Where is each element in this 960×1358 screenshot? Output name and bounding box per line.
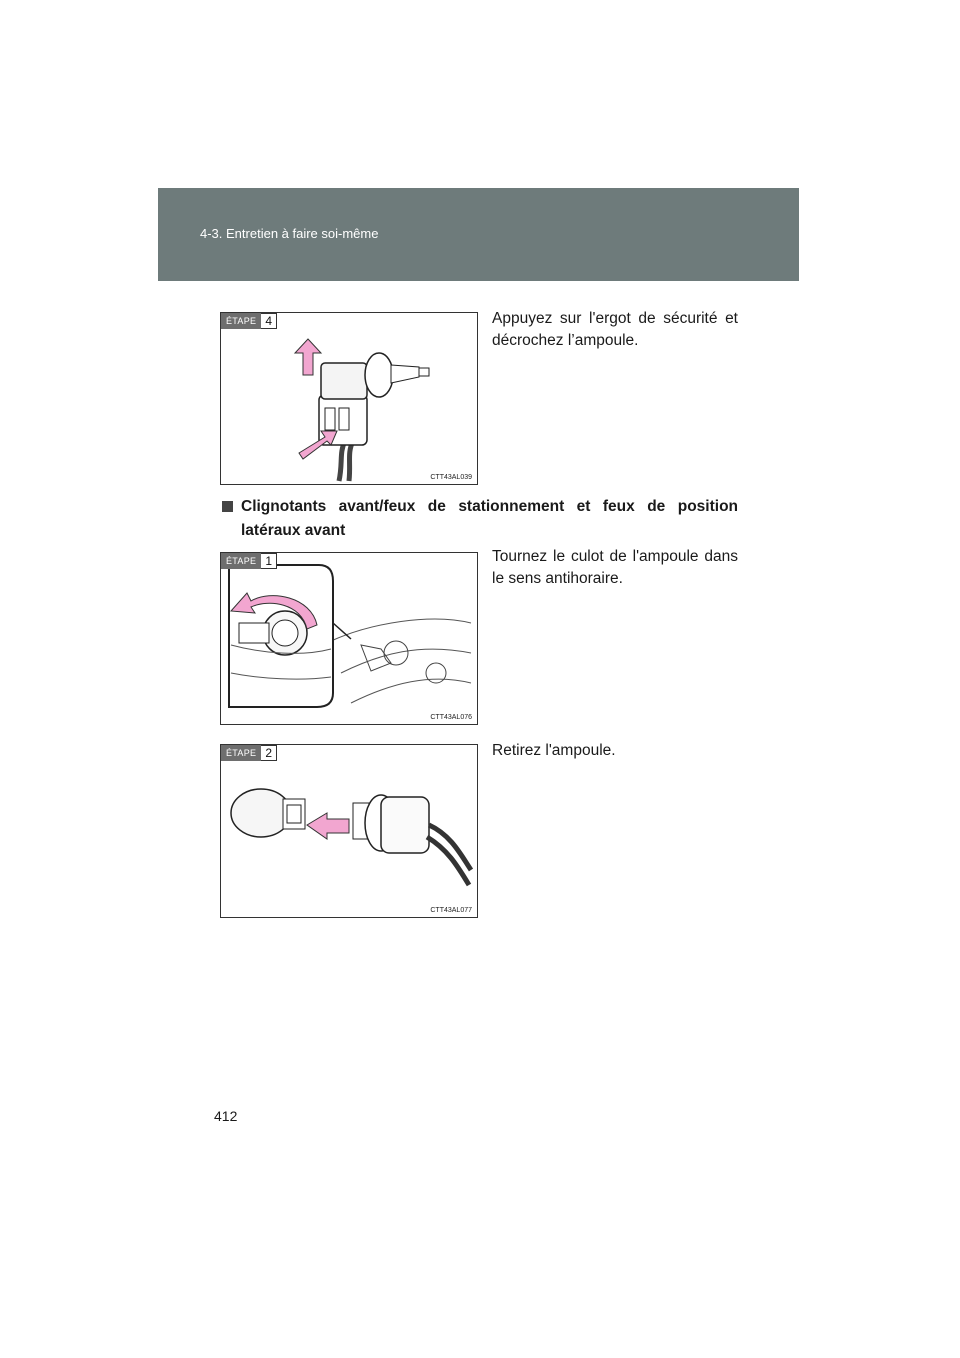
remove-arrow [307,813,349,839]
step-4-text: Appuyez sur l'ergot de sécurité et décrochez l’ampoule. [492,310,738,349]
chapter-header [158,188,799,281]
section-heading: Clignotants avant/feux de stationnement et feux de position latéraux avant [222,495,738,543]
section-title: 4-3. Entretien à faire soi-même [200,226,379,241]
bullet-square-icon [222,501,233,512]
step-badge: ÉTAPE 1 [221,553,277,569]
figure-code: CTT43AL076 [430,714,472,721]
step-2-text: Retirez l'ampoule. [492,742,616,759]
figure-step-2 [220,744,478,918]
bulb-remove-illustration [221,745,477,917]
figure-code: CTT43AL077 [430,907,472,914]
step-badge: ÉTAPE 2 [221,745,277,761]
figure-step-4 [220,312,478,485]
figure-code: CTT43AL039 [430,474,472,481]
pull-up-arrow [295,339,321,375]
step-badge: ÉTAPE 4 [221,313,277,329]
press-arrow [299,431,337,459]
step-1-text: Tournez le culot de l'ampoule dans le sens antihoraire. [492,548,738,587]
bulb-unhook-illustration [221,313,477,484]
socket-rotate-illustration [221,553,477,724]
page-number: 412 [214,1108,238,1124]
figure-step-1 [220,552,478,725]
